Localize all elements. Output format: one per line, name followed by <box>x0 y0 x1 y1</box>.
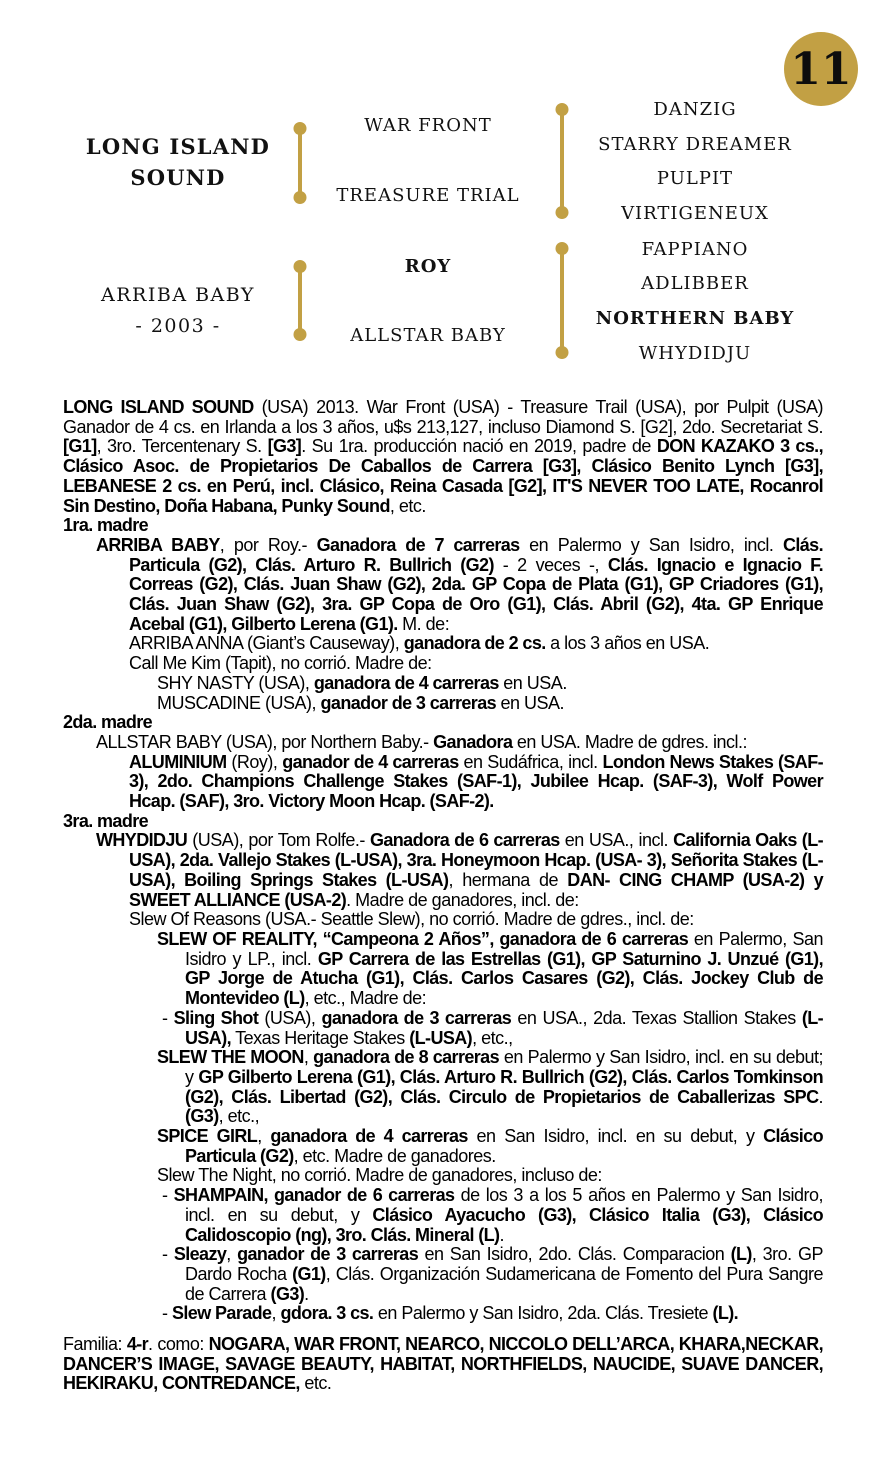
plain-text: , etc., <box>472 1027 513 1048</box>
body-paragraph <box>157 674 823 694</box>
plain-text: en USA. <box>496 692 565 713</box>
plain-text: (USA), por Tom Rolfe.- <box>187 830 370 851</box>
emphasized-text: Clásico Ayacucho (G3), Clásico Italia (G3), Clásico Calidoscopio (ng), 3ro. Clás. Mineral (L) <box>185 1204 823 1245</box>
pedigree-name-fappiano: FAPPIANO <box>641 239 749 260</box>
emphasized-text: SPICE GIRL <box>157 1126 258 1147</box>
plain-text: , por Roy.- <box>219 534 317 555</box>
emphasized-text: Clás. Particula (G2), Clás. Arturo R. Bullrich (G2) <box>129 534 823 575</box>
emphasized-text: ganadora de 4 carreras <box>270 1126 468 1147</box>
emphasized-text: Ganadora de 6 carreras <box>369 830 560 851</box>
emphasized-text: ganadora de 8 carreras <box>313 1047 499 1068</box>
emphasized-text: 3ra. madre <box>63 810 149 831</box>
body-paragraph <box>157 1047 823 1127</box>
emphasized-text: DON KAZAKO 3 cs., Clásico Asoc. de Propietarios De Caballos de Carrera [G3], Clásico Benito Lynch [G3], LEBANESE 2 cs. en Perú, incl. Clásico, Reina Casada [G2], IT'S NEVER TOO LATE, Rocanrol Sin Destino, Doña Habana, Punky Sound <box>63 436 823 516</box>
emphasized-text: Clásico Particula (G2) <box>185 1126 823 1166</box>
plain-text: en USA. Madre de gdres. incl.: <box>512 731 747 752</box>
pedigree-name-pulpit: PULPIT <box>656 168 734 189</box>
emphasized-text: 2da. madre <box>63 712 153 733</box>
plain-text: Texas Heritage Stakes <box>231 1027 410 1048</box>
plain-text: en USA., 2da. Texas Stallion Stakes <box>511 1007 802 1028</box>
emphasized-text: GP Gilberto Lerena (G1), Clás. Arturo R. Bullrich (G2), Clás. Carlos Tomkinson (G2), Clás. Libertad (G2), Clás. Circulo de Propietarios de Caballerizas SPC <box>185 1066 823 1107</box>
body-paragraph <box>129 654 823 674</box>
body-paragraph <box>157 1126 823 1166</box>
emphasized-text: Slew Parade <box>172 1303 272 1324</box>
body-paragraph <box>129 910 823 930</box>
plain-text: M. de: <box>397 613 450 634</box>
plain-text: , <box>271 1303 281 1324</box>
emphasized-text: ganador de 4 carreras <box>282 751 459 772</box>
emphasized-text: SHAMPAIN, ganador de 6 carreras <box>173 1185 455 1206</box>
plain-text: Slew The Night, no corrió. Madre de ganadores, incluso de: <box>157 1165 602 1186</box>
plain-text: , <box>303 1047 314 1068</box>
plain-text: - <box>162 1303 172 1324</box>
plain-text: ALLSTAR BABY (USA), por Northern Baby.- <box>96 731 434 752</box>
plain-text: SHY NASTY (USA), <box>157 672 314 693</box>
emphasized-text: (G3) <box>185 1106 219 1127</box>
emphasized-text: Clás. Ignacio e Ignacio F. Correas (G2), Clás. Juan Shaw (G2), 2da. GP Copa de Plata (G1), GP Criadores (G1), Clás. Juan Shaw (G2), 3ra. GP Copa de Oro (G1), Clás. Abril (G2), 4ta. GP Enrique Acebal (G1), Gilberto Lerena (G1). <box>129 554 823 634</box>
plain-text: - <box>162 1244 174 1265</box>
emphasized-text: (L-USA), <box>185 1007 823 1048</box>
plain-text: . <box>499 1224 504 1245</box>
plain-text: , 3ro. Tercentenary S. <box>96 436 268 457</box>
section-heading <box>63 713 823 733</box>
plain-text: MUSCADINE (USA), <box>157 692 321 713</box>
emphasized-text: DAN- CING CHAMP (USA-2) y SWEET ALLIANCE (USA-2) <box>129 869 823 910</box>
plain-text: en USA. <box>498 672 567 693</box>
pedigree-chart <box>0 0 887 380</box>
emphasized-text: [G1] <box>63 436 97 457</box>
emphasized-text: (L). <box>712 1303 739 1324</box>
emphasized-text: LONG ISLAND SOUND <box>63 397 254 417</box>
emphasized-text: (G1) <box>292 1263 326 1284</box>
emphasized-text: SLEW THE MOON <box>157 1047 304 1068</box>
plain-text: . Su 1ra. producción nació en 2019, padre de <box>301 436 657 457</box>
pedigree-name-roy: ROY <box>404 256 452 277</box>
plain-text: en San Isidro, incl. en su debut, y <box>467 1126 764 1147</box>
plain-text: en Palermo y San Isidro, incl. en su debut; y <box>185 1047 823 1087</box>
emphasized-text: ganadora de 2 cs. <box>403 633 546 654</box>
plain-text: Call Me Kim (Tapit), no corrió. Madre de: <box>129 653 432 674</box>
plain-text: . como: <box>148 1334 209 1355</box>
pedigree-name-danzig: DANZIG <box>653 99 737 120</box>
emphasized-text: London News Stakes (SAF-3), 2do. Champions Challenge Stakes (SAF-1), Jubilee Hcap. (SAF-3), Wolf Power Hcap. (SAF), 3ro. Victory Moon Hcap. (SAF-2). <box>129 751 823 812</box>
emphasized-text: 4-r <box>126 1334 149 1355</box>
plain-text: en USA., incl. <box>559 830 674 851</box>
pedigree-name-virtigeneux: VIRTIGENEUX <box>621 203 769 224</box>
emphasized-text: ARRIBA BABY <box>96 534 220 555</box>
plain-text: Familia: <box>63 1334 127 1355</box>
emphasized-text: ganador de 3 carreras <box>320 692 497 713</box>
subject-name-line1: LONG ISLAND <box>85 134 271 159</box>
body-paragraph <box>162 1244 824 1304</box>
plain-text: - <box>162 1185 174 1206</box>
plain-text: (USA) 2013. War Front (USA) - Treasure Trail (USA), por Pulpit (USA) Ganador de 4 cs. en Irlanda a los 3 años, u$s 213,127, incluso Diamond S. [G2], 2do. Secretariat S. <box>63 397 823 437</box>
plain-text: en San Isidro, 2do. Clás. Comparacion <box>418 1244 731 1265</box>
body-paragraph <box>157 694 823 714</box>
plain-text: , etc., Madre de: <box>304 988 427 1009</box>
emphasized-text: ganadora de 4 carreras <box>313 672 499 693</box>
plain-text: ARRIBA ANNA (Giant’s Causeway), <box>129 633 404 654</box>
plain-text: . <box>818 1086 823 1107</box>
body-paragraph <box>162 1185 823 1245</box>
body-paragraph <box>162 1007 823 1048</box>
emphasized-text: [G3] <box>267 436 302 457</box>
pedigree-name-war-front: WAR FRONT <box>364 115 492 136</box>
section-heading <box>63 516 823 536</box>
pedigree-connector-gen3-bottom <box>560 248 564 353</box>
body-paragraph <box>96 830 823 910</box>
emphasized-text: Ganadora <box>433 731 513 752</box>
emphasized-text: (G3) <box>270 1283 305 1304</box>
emphasized-text: NOGARA, WAR FRONT, NEARCO, NICCOLO DELL’ARCA, KHARA,NECKAR, DANCER’S IMAGE, SAVAGE BEAUTY, HABITAT, NORTHFIELDS, NAUCIDE, SUAVE DANCER, HEKIRAKU, CONTREDANCE, <box>63 1334 823 1394</box>
plain-text: en Palermo y San Isidro, 2da. Clás. Tresiete <box>373 1303 713 1324</box>
emphasized-text: Sleazy <box>173 1244 227 1265</box>
plain-text: , <box>257 1126 271 1147</box>
plain-text: . <box>304 1283 309 1304</box>
emphasized-text: GP Carrera de las Estrellas (G1), GP Saturnino J. Unzué (G1), GP Jorge de Atucha (G1), Clás. Carlos Casares (G2), Clás. Jockey Club de Montevideo (L) <box>185 948 823 1009</box>
dam-name-line: ARRIBA BABY <box>101 284 255 306</box>
pedigree-name-adlibber: ADLIBBER <box>641 273 749 294</box>
pedigree-connector-gen3-top <box>560 109 564 213</box>
body-paragraph <box>129 753 823 812</box>
plain-text: , Clás. Organización Sudamericana de Fomento del Pura Sangre de Carrera <box>185 1263 823 1304</box>
emphasized-text: WHYDIDJU <box>96 830 188 851</box>
emphasized-text: gdora. 3 cs. <box>280 1303 374 1324</box>
plain-text: en Palermo y San Isidro, incl. <box>519 534 783 555</box>
body-paragraph <box>129 634 823 654</box>
plain-text: de los 3 a los 5 años en Palermo y San Isidro, incl. en su debut, y <box>185 1185 823 1225</box>
pedigree-subject-name <box>58 131 298 193</box>
pedigree-name-starry-dreamer: STARRY DREAMER <box>598 134 792 155</box>
plain-text: (USA), <box>258 1007 322 1028</box>
pedigree-name-treasure-trial: TREASURE TRIAL <box>336 185 520 206</box>
plain-text: , <box>226 1244 238 1265</box>
plain-text: a los 3 años en USA. <box>545 633 710 654</box>
emphasized-text: (L) <box>730 1244 752 1265</box>
dam-year-line: - 2003 - <box>135 315 221 337</box>
body-paragraph <box>63 398 823 516</box>
plain-text: etc. <box>299 1373 332 1394</box>
plain-text: , hermana de <box>448 869 568 890</box>
page-number-badge: 11 <box>784 32 858 106</box>
emphasized-text: (L-USA) <box>409 1027 473 1048</box>
plain-text: , etc., <box>218 1106 260 1127</box>
emphasized-text: ALUMINIUM <box>129 751 227 772</box>
emphasized-text: California Oaks (L-USA), 2da. Vallejo Stakes (L-USA), 3ra. Honeymoon Hcap. (USA- 3), Señorita Stakes (L-USA), Boiling Springs Stakes (L-USA) <box>129 830 823 890</box>
pedigree-connector-dam <box>298 266 302 335</box>
section-heading <box>63 812 823 832</box>
body-paragraph <box>96 731 823 753</box>
pedigree-connector-sire <box>298 128 302 198</box>
body-paragraph <box>96 534 823 635</box>
emphasized-text: Ganadora de 7 carreras <box>316 534 520 555</box>
plain-text: en Sudáfrica, incl. <box>458 751 603 772</box>
body-paragraph <box>157 1166 823 1186</box>
emphasized-text: Sling Shot <box>173 1007 259 1028</box>
plain-text: - 2 veces -, <box>493 554 608 575</box>
subject-name-line2: SOUND <box>130 165 226 190</box>
emphasized-text: ganador de 3 carreras <box>237 1244 419 1265</box>
plain-text: - <box>162 1007 174 1028</box>
emphasized-text: SLEW OF REALITY, “Campeona 2 Años”, ganadora de 6 carreras <box>157 928 689 949</box>
plain-text: Slew Of Reasons (USA.- Seattle Slew), no corrió. Madre de gdres., incl. de: <box>129 909 694 930</box>
plain-text: en Palermo, San Isidro y LP., incl. <box>185 928 823 969</box>
pedigree-name-whydidju: WHYDIDJU <box>638 343 752 364</box>
emphasized-text: 1ra. madre <box>63 515 149 536</box>
pedigree-name-northern-baby: NORTHERN BABY <box>595 308 795 329</box>
plain-text: (Roy), <box>226 751 283 772</box>
pedigree-text-block <box>63 398 823 1394</box>
plain-text: , etc. Madre de ganadores. <box>293 1145 496 1166</box>
plain-text: , 3ro. GP Dardo Rocha <box>185 1244 824 1284</box>
body-paragraph <box>63 1335 823 1394</box>
pedigree-name-allstar-baby: ALLSTAR BABY <box>350 325 506 346</box>
emphasized-text: ganadora de 3 carreras <box>321 1007 512 1028</box>
pedigree-dam-name <box>58 280 298 342</box>
plain-text: , etc. <box>389 495 426 516</box>
body-paragraph <box>157 928 823 1009</box>
body-paragraph <box>162 1303 823 1324</box>
plain-text: . Madre de ganadores, incl. de: <box>346 889 579 910</box>
